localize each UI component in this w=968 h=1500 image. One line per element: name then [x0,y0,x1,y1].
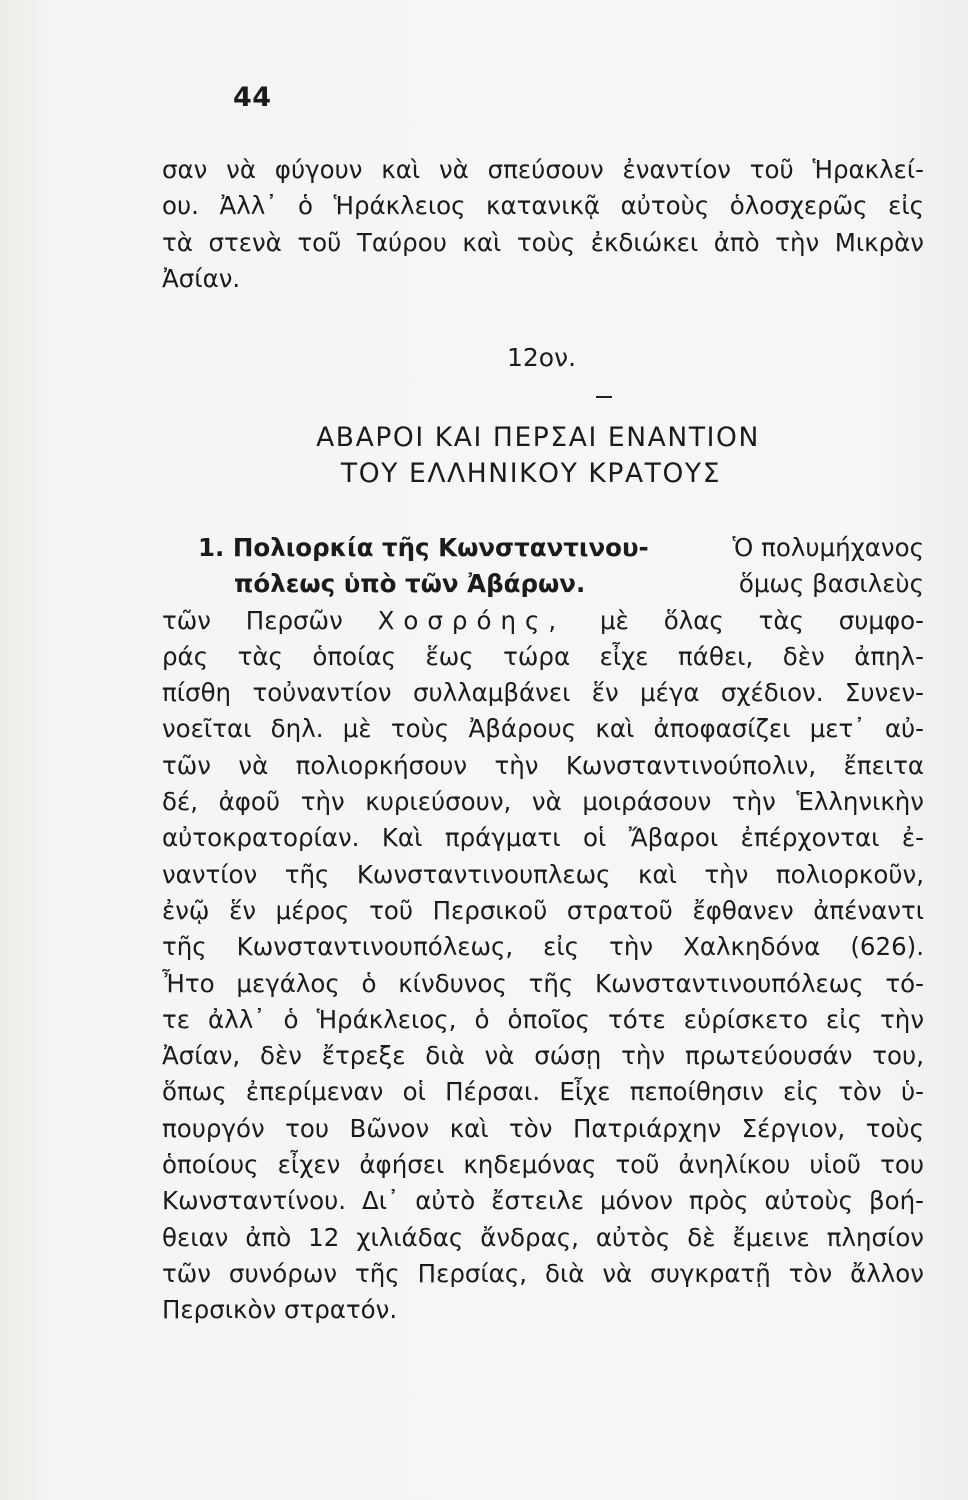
text-line: θειαν ἀπὸ 12 χιλιάδας ἄνδρας, αὐτὸς δὲ ἔμεινε πλησίον [162,1222,924,1252]
text-line: νοεῖται δηλ. μὲ τοὺς Ἀβάρους καὶ ἀποφασίζει μετ᾽ αὐ- [162,714,924,744]
text-line: Περσικὸν στρατόν. [162,1295,398,1325]
text-line: Ἀσίαν. [162,263,241,293]
text-line: αὐτοκρατορίαν. Καὶ πράγματι οἱ Ἄβαροι ἐπέρχονται ἐ- [162,823,924,853]
page-number: 44 [233,82,272,113]
text-fragment: μὲ ὅλας τὰς συμφο- [600,605,925,635]
text-line: δέ, ἀφοῦ τὴν κυριεύσουν, νὰ μοιράσουν τὴν Ἑλληνικὴν [162,787,924,817]
text-line: ου. Ἀλλ᾽ ὁ Ἡράκλειος κατανικᾷ αὐτοὺς ὁλοσχερῶς εἰς [162,191,924,221]
subsection-heading-cont: πόλεως ὑπὸ τῶν Ἀβάρων. [234,569,586,599]
text-line: τὰ στενὰ τοῦ Ταύρου καὶ τοὺς ἐκδιώκει ἀπὸ τὴν Μικρὰν [162,227,924,257]
text-fragment: τῶν Περσῶν [162,605,343,635]
subsection-paragraph [162,530,924,1329]
chapter-title-line-2: ΤΟΥ ΕΛΛΗΝΙΚΟΥ ΚΡΑΤΟΥΣ [340,458,722,489]
text-line: ὅπως ἐπερίμεναν οἱ Πέρσαι. Εἶχε πεποίθησιν εἰς τὸν ὑ- [162,1077,924,1107]
text-line: ἐνῷ ἕν μέρος τοῦ Περσικοῦ στρατοῦ ἔφθανεν ἀπέναντι [162,895,924,925]
section-dash-divider [596,396,612,398]
text-fragment: ὅμως βασιλεὺς [738,569,924,599]
text-line: τῶν συνόρων τῆς Περσίας, διὰ νὰ συγκρατῇ τὸν ἄλλον [162,1258,924,1288]
text-line: σαν νὰ φύγουν καὶ νὰ σπεύσουν ἐναντίον τοῦ Ἡρακλεί- [162,155,924,184]
subsection-heading-row [162,566,924,602]
text-fragment: Ὁ πολυμήχανος [732,533,924,562]
intro-paragraph [162,152,924,297]
text-line: πίσθη τοὐναντίον συλλαμβάνει ἕν μέγα σχέδιον. Συνεν- [162,678,924,708]
text-line [162,603,924,639]
chapter-title-line-1: ΑΒΑΡΟΙ ΚΑΙ ΠΕΡΣΑΙ ΕΝΑΝΤΙΟΝ [316,422,760,453]
text-line: Ἀσίαν, δὲν ἔτρεξε διὰ νὰ σώσῃ τὴν πρωτεύουσάν του, [162,1041,924,1071]
text-line: ναντίον τῆς Κωνσταντινουπλεως καὶ τὴν πολιορκοῦν, [162,859,924,889]
spaced-name: Χοσρόης, [377,605,566,635]
text-line: ράς τὰς ὁποίας ἕως τώρα εἶχε πάθει, δὲν ἀπηλ- [162,641,924,671]
text-line: τῶν νὰ πολιορκήσουν τὴν Κωνσταντινούπολιν, ἔπειτα [162,750,924,780]
text-line: πουργόν του Βῶνον καὶ τὸν Πατριάρχην Σέργιον, τοὺς [162,1113,924,1143]
text-line: ὁποίους εἶχεν ἀφήσει κηδεμόνας τοῦ ἀνηλίκου υἱοῦ του [162,1150,924,1180]
subsection-heading-row [162,530,924,566]
section-number: 12ον. [507,343,577,372]
subsection-heading: 1. Πολιορκία τῆς Κωνσταντινου- [198,533,649,562]
text-line: τῆς Κωνσταντινουπόλεως, εἰς τὴν Χαλκηδόνα (626). [162,932,924,962]
text-line: Ἦτο μεγάλος ὁ κίνδυνος τῆς Κωνσταντινουπόλεως τό- [162,968,924,998]
text-line: τε ἀλλ᾽ ὁ Ἡράκλειος, ὁ ὁποῖος τότε εὑρίσκετο εἰς τὴν [162,1004,924,1034]
text-line: Κωνσταντίνου. Δι᾽ αὐτὸ ἔστειλε μόνον πρὸς αὐτοὺς βοή- [162,1186,924,1216]
